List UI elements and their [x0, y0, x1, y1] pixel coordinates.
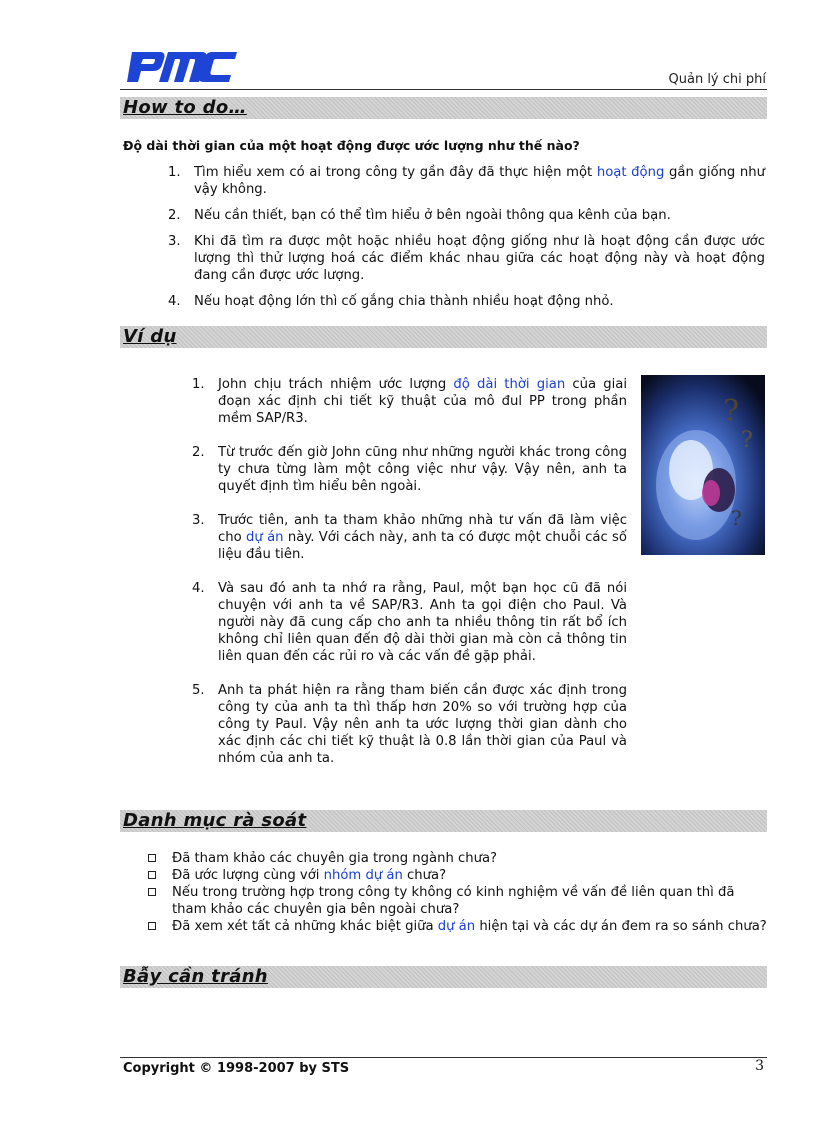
svg-text:?: ? [741, 428, 753, 453]
list-number: 1. [168, 165, 181, 180]
footer-copyright: Copyright © 1998-2007 by STS [123, 1061, 350, 1076]
list-number: 4. [192, 581, 205, 596]
list-item [192, 376, 627, 427]
pmc-logo [126, 50, 238, 84]
svg-text:?: ? [731, 506, 742, 530]
list-item [192, 580, 627, 665]
header-divider [120, 89, 767, 90]
footer-divider [120, 1057, 767, 1058]
checklist-text: Đã xem xét tất cả những khác biệt giữa [172, 919, 438, 934]
checklist-item [148, 867, 768, 884]
list-number: 2. [192, 445, 205, 460]
list-text: John chịu trách nhiệm ước lượng [218, 377, 454, 392]
list-number: 5. [192, 683, 205, 698]
checkbox-square-icon [148, 854, 156, 862]
list-item [168, 164, 765, 198]
list-item [192, 682, 627, 767]
list-text: của giai đoạn xác định chi tiết kỹ thuật của mô đul PP trong phần mềm SAP/R3. [218, 377, 627, 426]
list-text: Tìm hiểu xem có ai trong công ty gần đây đã thực hiện một [194, 165, 597, 180]
section-title-checklist: Danh mục rà soát [123, 810, 307, 831]
checkbox-square-icon [148, 871, 156, 879]
example-steps-list [192, 376, 627, 767]
list-number: 3. [192, 513, 205, 528]
list-item [168, 207, 765, 224]
section-title-how-to-do: How to do… [123, 97, 247, 118]
section-bar-example [120, 326, 767, 348]
list-item [168, 233, 765, 284]
checkbox-square-icon [148, 888, 156, 896]
checklist [148, 850, 768, 935]
checklist-item [148, 918, 768, 935]
link-do-dai-thoi-gian[interactable]: độ dài thời gian [453, 377, 566, 392]
section-bar-pitfalls [120, 966, 767, 988]
section-title-example: Ví dụ [123, 326, 177, 347]
list-text: Nếu cần thiết, bạn có thể tìm hiểu ở bên ngoài thông qua kênh của bạn. [194, 208, 671, 223]
question-heading: Độ dài thời gian của một hoạt động được ước lượng như thế nào? [123, 138, 580, 153]
section-bar-checklist [120, 810, 767, 832]
svg-text:?: ? [723, 394, 740, 429]
checklist-text: Đã ước lượng cùng với [172, 868, 324, 883]
list-text: Anh ta phát hiện ra rằng tham biến cần được xác định trong công ty của anh ta thì thấp hơn 20% so với trường hợp của công ty Paul. Vậy nên anh ta ước lượng thời gian dành cho xác định các chi tiết kỹ thuật là 0.8 lần thời gian của Paul và nhóm của anh ta. [218, 683, 627, 766]
checklist-text: Đã tham khảo các chuyên gia trong ngành chưa? [172, 851, 498, 866]
list-text: Và sau đó anh ta nhớ ra rằng, Paul, một bạn học cũ đã nói chuyện với anh ta về SAP/R3. Anh ta gọi điện cho Paul. Và người này đã cung cấp cho anh ta nhiều thông tin rất bổ ích không chỉ liên quan đến độ dài thời gian mà còn cả thông tin liên quan đến các rủi ro và các vấn đề gặp phải. [218, 581, 627, 664]
how-to-steps-list [168, 164, 765, 310]
page-number: 3 [755, 1058, 764, 1074]
list-text: Trước tiên, anh ta tham khảo những nhà tư vấn đã làm việc cho [218, 513, 627, 545]
list-number: 3. [168, 234, 181, 249]
list-text: này. Với cách này, anh ta có được một chuỗi các số liệu đầu tiên. [218, 530, 627, 562]
list-text: gần giống như vậy không. [194, 165, 766, 197]
list-number: 2. [168, 208, 181, 223]
list-number: 1. [192, 377, 205, 392]
link-du-an-checklist[interactable]: dự án [437, 919, 476, 934]
thinking-person-illustration [641, 375, 765, 555]
list-item [192, 444, 627, 495]
checklist-text: chưa? [402, 868, 447, 883]
checklist-item [148, 884, 768, 918]
list-text: Từ trước đến giờ John cũng như những người khác trong công ty chưa từng làm một công việc như vậy. Vậy nên, anh ta quyết định tìm hiểu bên ngoài. [218, 445, 627, 494]
list-item [192, 512, 627, 563]
list-number: 4. [168, 294, 181, 309]
list-item [168, 293, 765, 310]
checklist-item [148, 850, 768, 867]
section-bar-how-to-do [120, 97, 767, 119]
checklist-text: Nếu trong trường hợp trong công ty không có kinh nghiệm về vấn đề liên quan thì đã tham khảo các chuyên gia bên ngoài chưa? [172, 885, 735, 917]
list-text: Khi đã tìm ra được một hoặc nhiều hoạt động giống như là hoạt động cần được ước lượng thì thử lượng hoá các điểm khác nhau giữa các hoạt động này và hoạt động đang cần được ước lượng. [194, 234, 765, 283]
header-title: Quản lý chi phí [668, 72, 766, 87]
checkbox-square-icon [148, 922, 156, 930]
link-du-an[interactable]: dự án [246, 530, 284, 545]
link-hoat-dong[interactable]: hoạt động [596, 165, 665, 180]
section-title-pitfalls: Bẫy cần tránh [123, 966, 268, 987]
list-text: Nếu hoạt động lớn thì cố gắng chia thành nhiều hoạt động nhỏ. [194, 294, 614, 309]
link-nhom-du-an[interactable]: nhóm dự án [323, 868, 403, 883]
checklist-text: hiện tại và các dự án đem ra so sánh chưa? [475, 919, 767, 934]
